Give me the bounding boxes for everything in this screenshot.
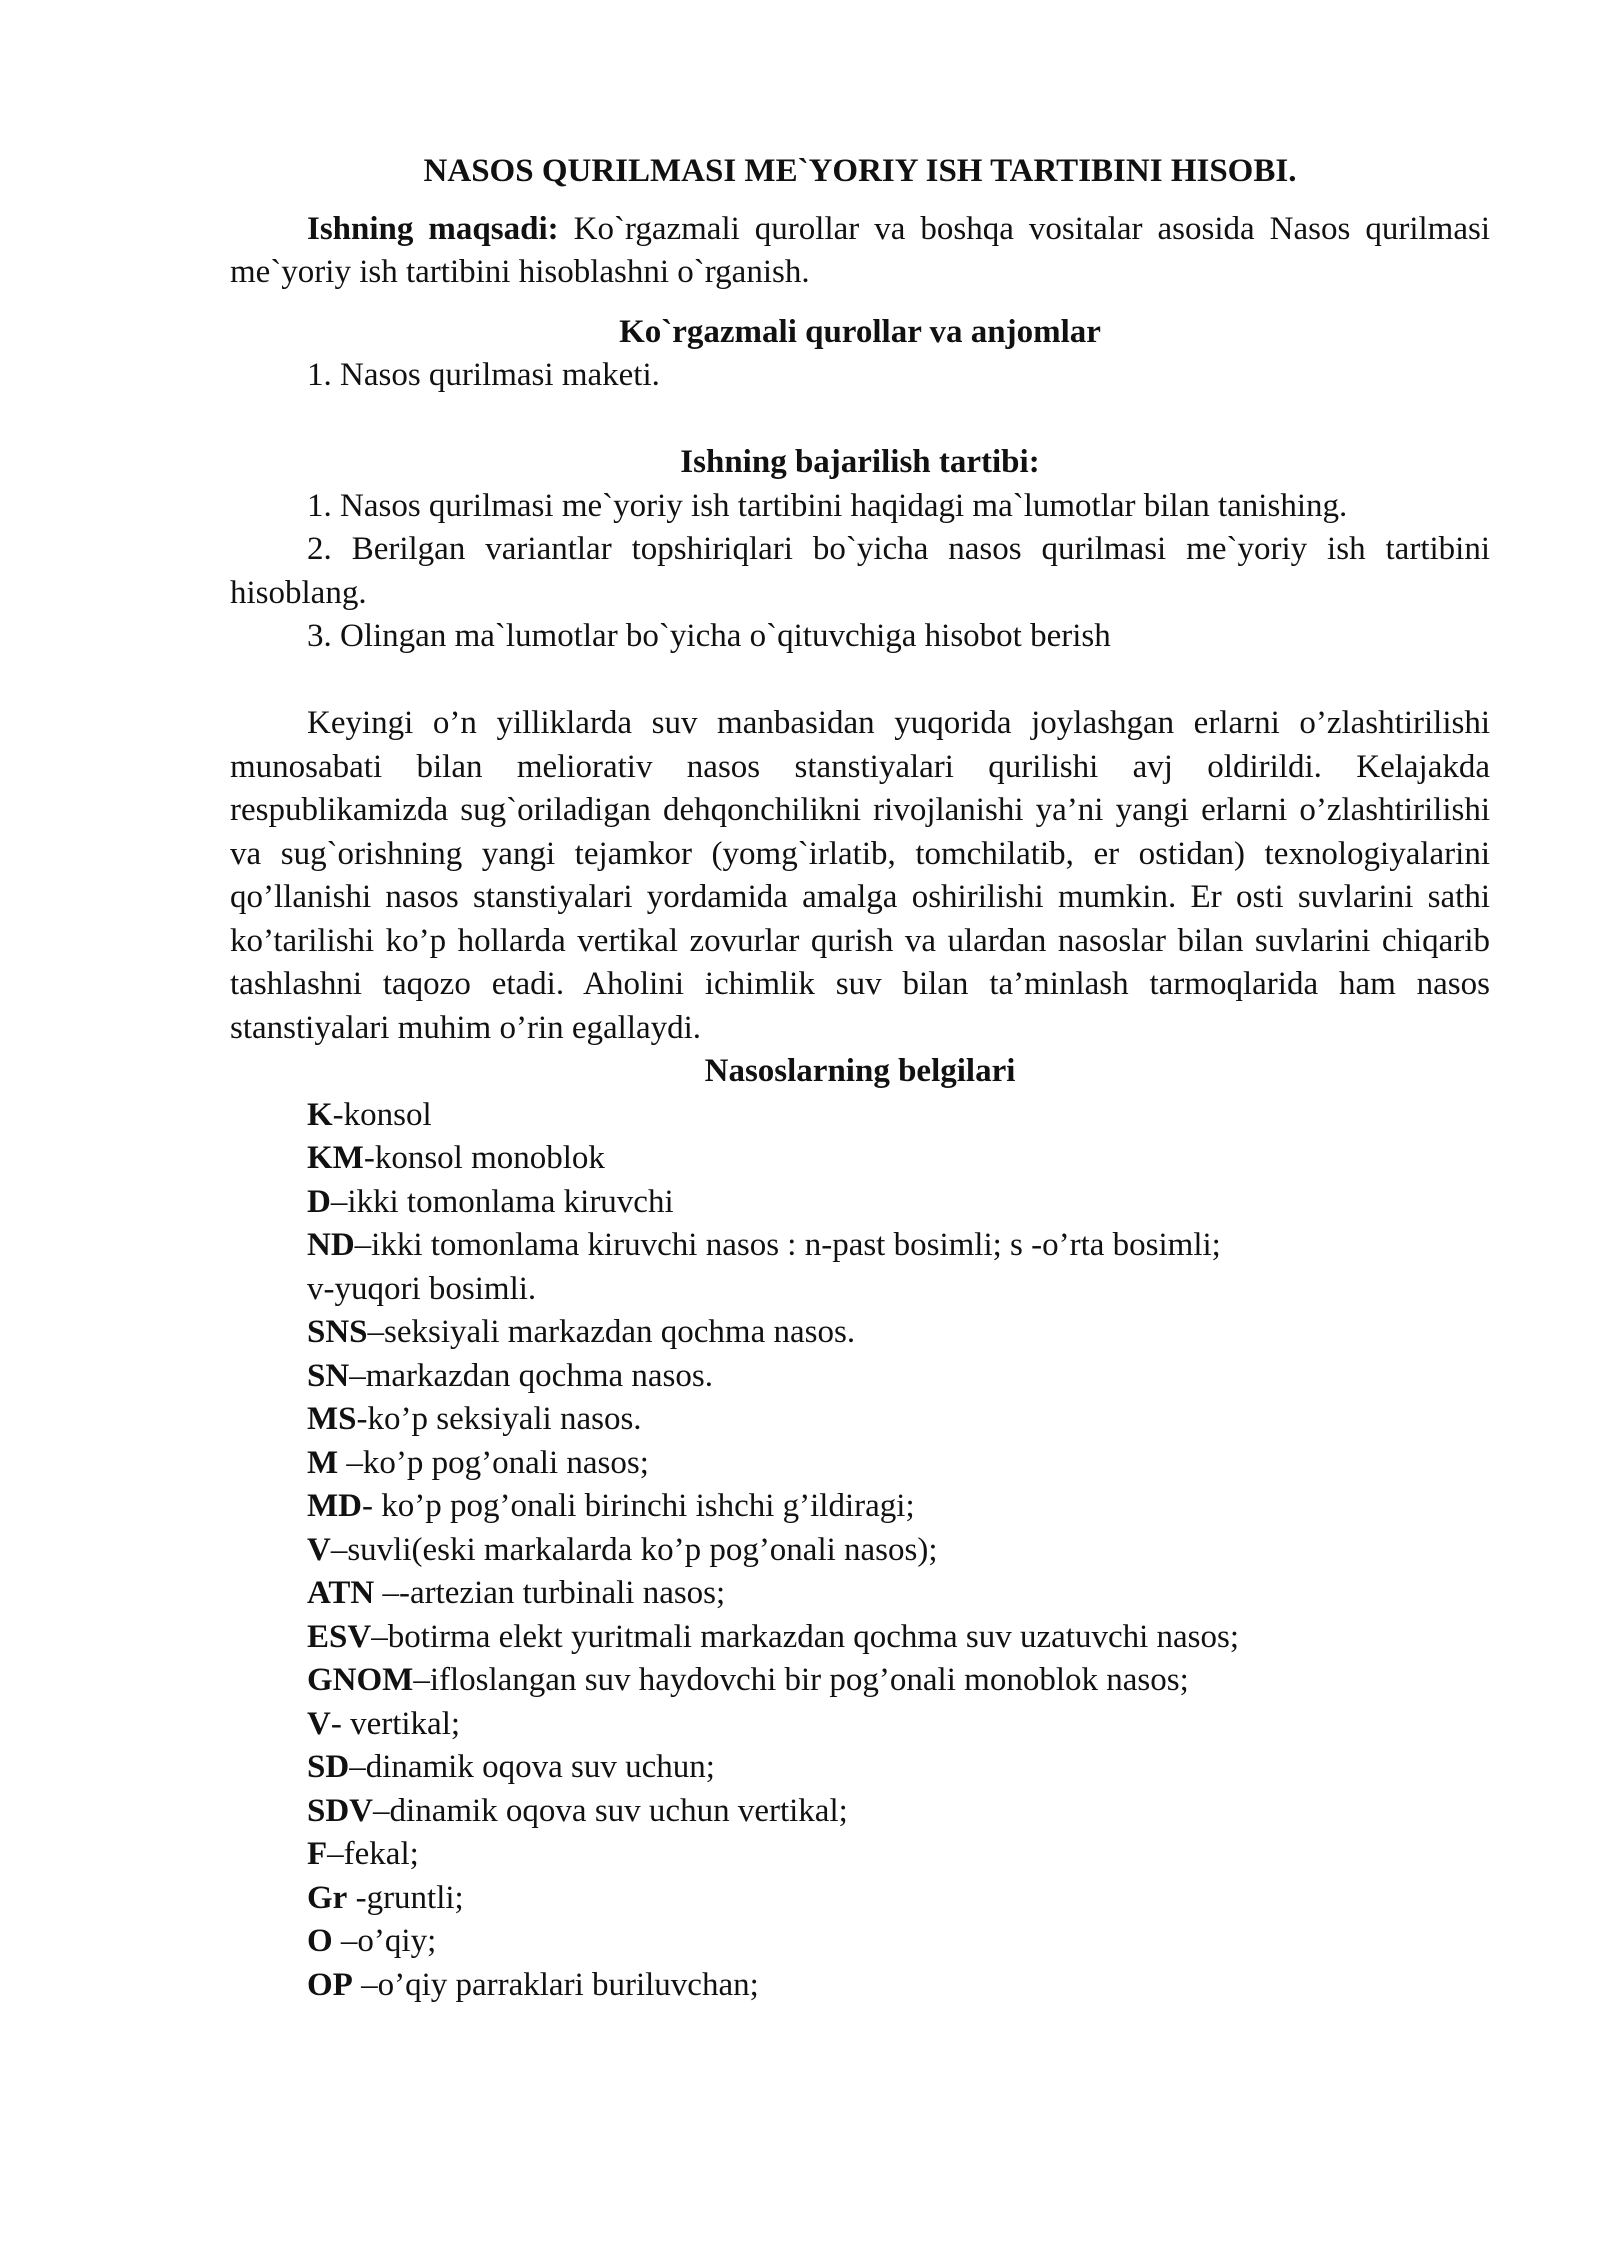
legend-item — [307, 1659, 1490, 1703]
legend-code: Gr — [307, 1879, 348, 1916]
legend-item — [307, 1746, 1490, 1790]
legend-code: OP — [307, 1966, 353, 2003]
legend-desc: –o’qiy parraklari buriluvchan; — [352, 1966, 759, 2003]
legend-desc: –ko’p pog’onali nasos; — [338, 1444, 649, 1481]
legend-item — [307, 1442, 1490, 1486]
legend-item — [307, 1529, 1490, 1573]
legend-code: V — [307, 1705, 331, 1742]
legend-item — [307, 1181, 1490, 1225]
legend-code: V — [307, 1531, 331, 1568]
legend-item — [307, 1703, 1490, 1747]
legend-item-continuation — [307, 1268, 1490, 1312]
legend-item — [307, 1224, 1490, 1268]
legend-item — [307, 1311, 1490, 1355]
legend-desc: –fekal; — [327, 1836, 419, 1872]
legend-desc: –o’qiy; — [332, 1923, 437, 1959]
legend-desc: v-yuqori bosimli. — [307, 1270, 537, 1307]
legend-desc: –seksiyali markazdan qochma nasos. — [367, 1314, 856, 1350]
procedure-item-2: 2. Berilgan variantlar topshiriqlari bo`yicha nasos qurilmasi me`yoriy ish tartibini hisoblang. — [230, 531, 1490, 611]
legend-desc: –dinamik oqova suv uchun; — [349, 1749, 715, 1785]
legend-item — [307, 1833, 1490, 1877]
document-title: NASOS QURILMASI ME`YORIY ISH TARTIBINI HISOBI. — [423, 153, 1297, 189]
legend-code: M — [307, 1444, 339, 1481]
legend-code: ESV — [307, 1618, 372, 1655]
legend-desc: –ikki tomonlama kiruvchi — [330, 1183, 674, 1220]
legend-desc: -konsol monoblok — [363, 1140, 605, 1176]
spacer — [230, 398, 1490, 442]
legend-code: F — [307, 1836, 328, 1872]
legend-code: ATN — [307, 1575, 375, 1611]
legend-code: O — [307, 1923, 333, 1959]
legend-item — [307, 1094, 1490, 1138]
spacer — [230, 659, 1490, 703]
legend-desc: -konsol — [332, 1096, 432, 1133]
aim-label: Ishning maqsadi: — [307, 210, 559, 247]
legend-code: SN — [307, 1357, 350, 1394]
legend-code: KM — [307, 1140, 364, 1176]
procedure-item-3: 3. Olingan ma`lumotlar bo`yicha o`qituvchiga hisobot berish — [307, 618, 1111, 654]
legend-item — [307, 1572, 1490, 1616]
legend-code: SD — [307, 1749, 350, 1785]
document-page — [230, 150, 1490, 2007]
legend-code: ND — [307, 1227, 355, 1263]
legend-code: SDV — [307, 1792, 374, 1829]
legend-item — [307, 1398, 1490, 1442]
legend-desc: –ifloslangan suv haydovchi bir pog’onali monoblok nasos; — [413, 1662, 1189, 1698]
legend-heading: Nasoslarning belgilari — [704, 1053, 1016, 1089]
legend-code: K — [307, 1096, 333, 1133]
legend-desc: –botirma elekt yuritmali markazdan qochma suv uzatuvchi nasos; — [371, 1618, 1240, 1655]
spacer — [230, 295, 1490, 311]
body-paragraph: Keyingi o’n yilliklarda suv manbasidan yuqorida joylashgan erlarni o’zlashtirilishi munosabati bilan meliorativ nasos stanstiyalari qurilishi avj oldirildi. Kelajakda respublikamizda sug`oriladigan dehqonchilikni rivojlanishi ya’ni yangi erlarni o’zlashtirilishi va sug`orishning yangi tejamkor (yomg`irlatib, tomchilatib, er ostidan) texnologiyalarini qo’llanishi nasos stanstiyalari yordamida amalga oshirilishi mumkin. Er osti suvlarini sathi ko’tarilishi ko’p hollarda vertikal zovurlar qurish va ulardan nasoslar bilan suvlarini chiqarib tashlashni taqozo etadi. Aholini ichimlik suv bilan ta’minlash tarmoqlarida ham nasos stanstiyalari muhim o’rin egallaydi. — [230, 705, 1490, 1046]
legend-desc: –markazdan qochma nasos. — [349, 1357, 713, 1394]
legend-code: MS — [307, 1401, 357, 1437]
procedure-heading: Ishning bajarilish tartibi: — [680, 444, 1040, 480]
legend-item — [307, 1137, 1490, 1181]
legend-desc: –dinamik oqova suv uchun vertikal; — [373, 1792, 848, 1829]
legend-desc: - vertikal; — [330, 1705, 461, 1742]
aim-paragraph — [230, 208, 1490, 295]
aim-text: Ko`rgazmali qurollar va boshqa vositalar asosida Nasos qurilmasi me`yoriy ish tartibini hisoblashni o`rganish. — [230, 210, 1491, 290]
legend-desc: –suvli(eski markalarda ko’p pog’onali nasos); — [330, 1531, 938, 1568]
legend-item — [307, 1877, 1490, 1921]
legend-item — [307, 1964, 1490, 2008]
legend-desc: - ko’p pog’onali birinchi ishchi g’ildiragi; — [361, 1488, 915, 1524]
legend-desc: -gruntli; — [347, 1879, 464, 1916]
legend-item — [307, 1920, 1490, 1964]
legend-item — [307, 1790, 1490, 1834]
equipment-heading: Ko`rgazmali qurollar va anjomlar — [619, 313, 1101, 350]
legend-item — [307, 1485, 1490, 1529]
legend-item — [307, 1355, 1490, 1399]
legend-desc: –-artezian turbinali nasos; — [374, 1575, 726, 1611]
legend-item — [307, 1616, 1490, 1660]
legend-code: GNOM — [307, 1662, 414, 1698]
procedure-item-1: 1. Nasos qurilmasi me`yoriy ish tartibini haqidagi ma`lumotlar bilan tanishing. — [307, 487, 1348, 524]
legend-desc: –ikki tomonlama kiruvchi nasos : n-past bosimli; s -o’rta bosimli; — [354, 1227, 1221, 1263]
equipment-item: 1. Nasos qurilmasi maketi. — [307, 357, 660, 393]
legend-desc: -ko’p seksiyali nasos. — [356, 1401, 642, 1437]
legend-code: D — [307, 1183, 331, 1220]
legend-code: MD — [307, 1488, 362, 1524]
legend-list — [230, 1094, 1490, 2008]
legend-code: SNS — [307, 1314, 368, 1350]
